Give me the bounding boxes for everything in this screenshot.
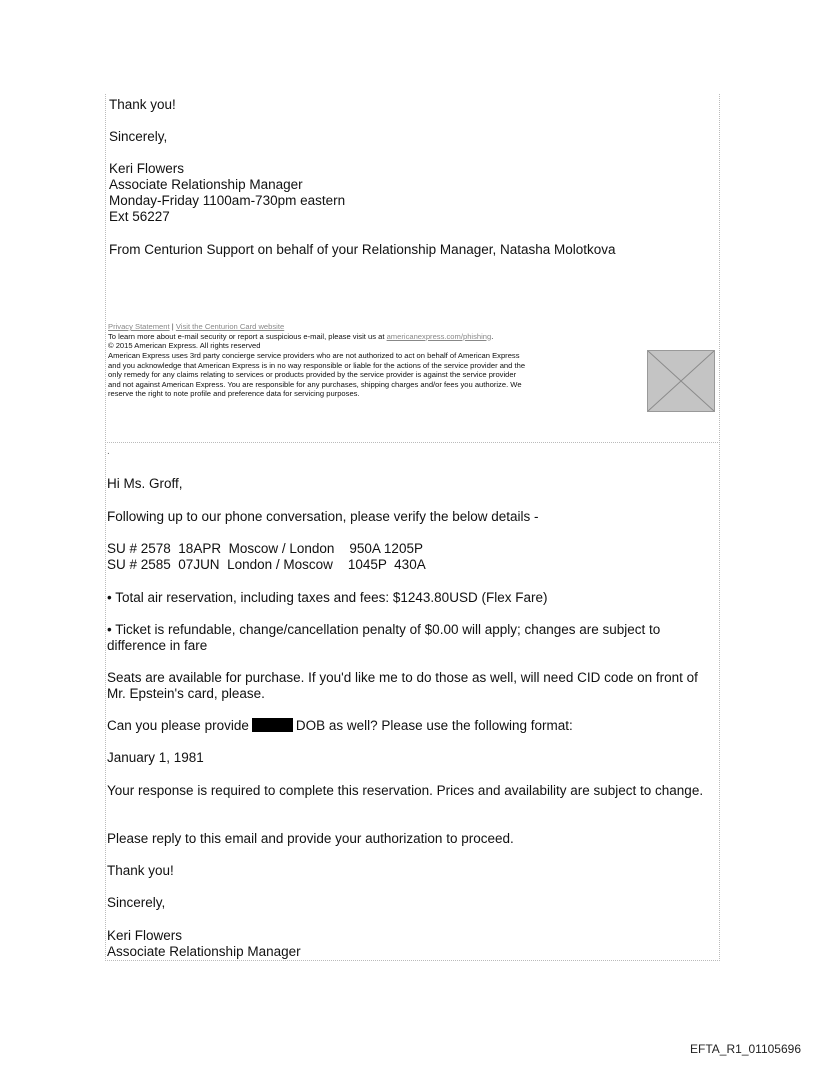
dob-request-end: DOB as well? Please use the following format: xyxy=(295,718,573,733)
centurion-card-link[interactable]: Visit the Centurion Card website xyxy=(175,322,285,331)
dob-request xyxy=(107,718,573,734)
security-text: To learn more about e-mail security or report a suspicious e-mail, please visit us at xyxy=(108,331,385,341)
security-end: . xyxy=(491,331,494,341)
date-format-example: January 1, 1981 xyxy=(107,750,204,765)
flight-line-2: SU # 2585 07JUN London / Moscow 1045P 430A xyxy=(107,557,426,572)
sincerely-text: Sincerely, xyxy=(109,129,168,144)
disclaimer-line-5: reserve the right to note profile and preference data for servicing purposes. xyxy=(108,389,360,398)
signature-hours: Monday-Friday 1100am-730pm eastern xyxy=(109,193,346,208)
seats-text: Seats are available for purchase. If you'd like me to do those as well, will need CID code on front of Mr. Epstein's card, please. xyxy=(107,670,698,701)
signature-name: Keri Flowers xyxy=(109,161,185,176)
from-line: From Centurion Support on behalf of your Relationship Manager, Natasha Molotkova xyxy=(109,242,616,257)
privacy-statement-link[interactable]: Privacy Statement xyxy=(108,322,170,331)
response-required-text: Your response is required to complete this reservation. Prices and availability are subject to change. xyxy=(107,783,704,798)
disclaimer-line-2: and you acknowledge that American Express is in no way responsible or liable for the actions of the service provider and the xyxy=(108,360,526,370)
reply-instruction: Please reply to this email and provide your authorization to proceed. xyxy=(107,831,514,846)
disclaimer-line-1: American Express uses 3rd party concierge service providers who are not authorized to act on behalf of American Express xyxy=(108,351,520,360)
greeting: Hi Ms. Groff, xyxy=(107,476,183,491)
broken-image-icon xyxy=(648,351,714,411)
disclaimer-line-4: and not against American Express. You are responsible for any purchases, shipping charges and/or fees you authorize. We xyxy=(108,379,522,389)
signature-title-2: Associate Relationship Manager xyxy=(107,944,301,959)
phishing-link[interactable]: americanexpress.com/phishing xyxy=(386,331,492,341)
broken-image-placeholder xyxy=(647,350,715,412)
redaction-box xyxy=(252,718,293,732)
sincerely-text-2: Sincerely, xyxy=(107,895,166,910)
dot-separator: . xyxy=(107,446,110,457)
security-notice xyxy=(108,332,493,341)
bullet-refundable: • Ticket is refundable, change/cancellation penalty of $0.00 will apply; changes are subject to difference in fare xyxy=(107,622,661,653)
document-id: EFTA_R1_01105696 xyxy=(690,1042,801,1056)
signature-title: Associate Relationship Manager xyxy=(109,177,303,192)
signature-ext: Ext 56227 xyxy=(109,209,170,224)
thank-you-text-2: Thank you! xyxy=(107,863,174,878)
copyright-text: © 2015 American Express. All rights reserved xyxy=(108,341,261,350)
link-separator: | xyxy=(171,322,174,331)
footer-links xyxy=(108,322,284,331)
thank-you-text: Thank you! xyxy=(109,97,176,112)
flight-line-1: SU # 2578 18APR Moscow / London 950A 1205P xyxy=(107,541,423,556)
dob-request-start: Can you please provide xyxy=(107,718,249,733)
bullet-total: • Total air reservation, including taxes and fees: $1243.80USD (Flex Fare) xyxy=(107,590,548,605)
signature-name-2: Keri Flowers xyxy=(107,928,183,943)
disclaimer-line-3: only remedy for any claims relating to services or products provided by the service provider is against the service provider xyxy=(108,370,517,379)
intro-text: Following up to our phone conversation, please verify the below details - xyxy=(107,509,539,524)
